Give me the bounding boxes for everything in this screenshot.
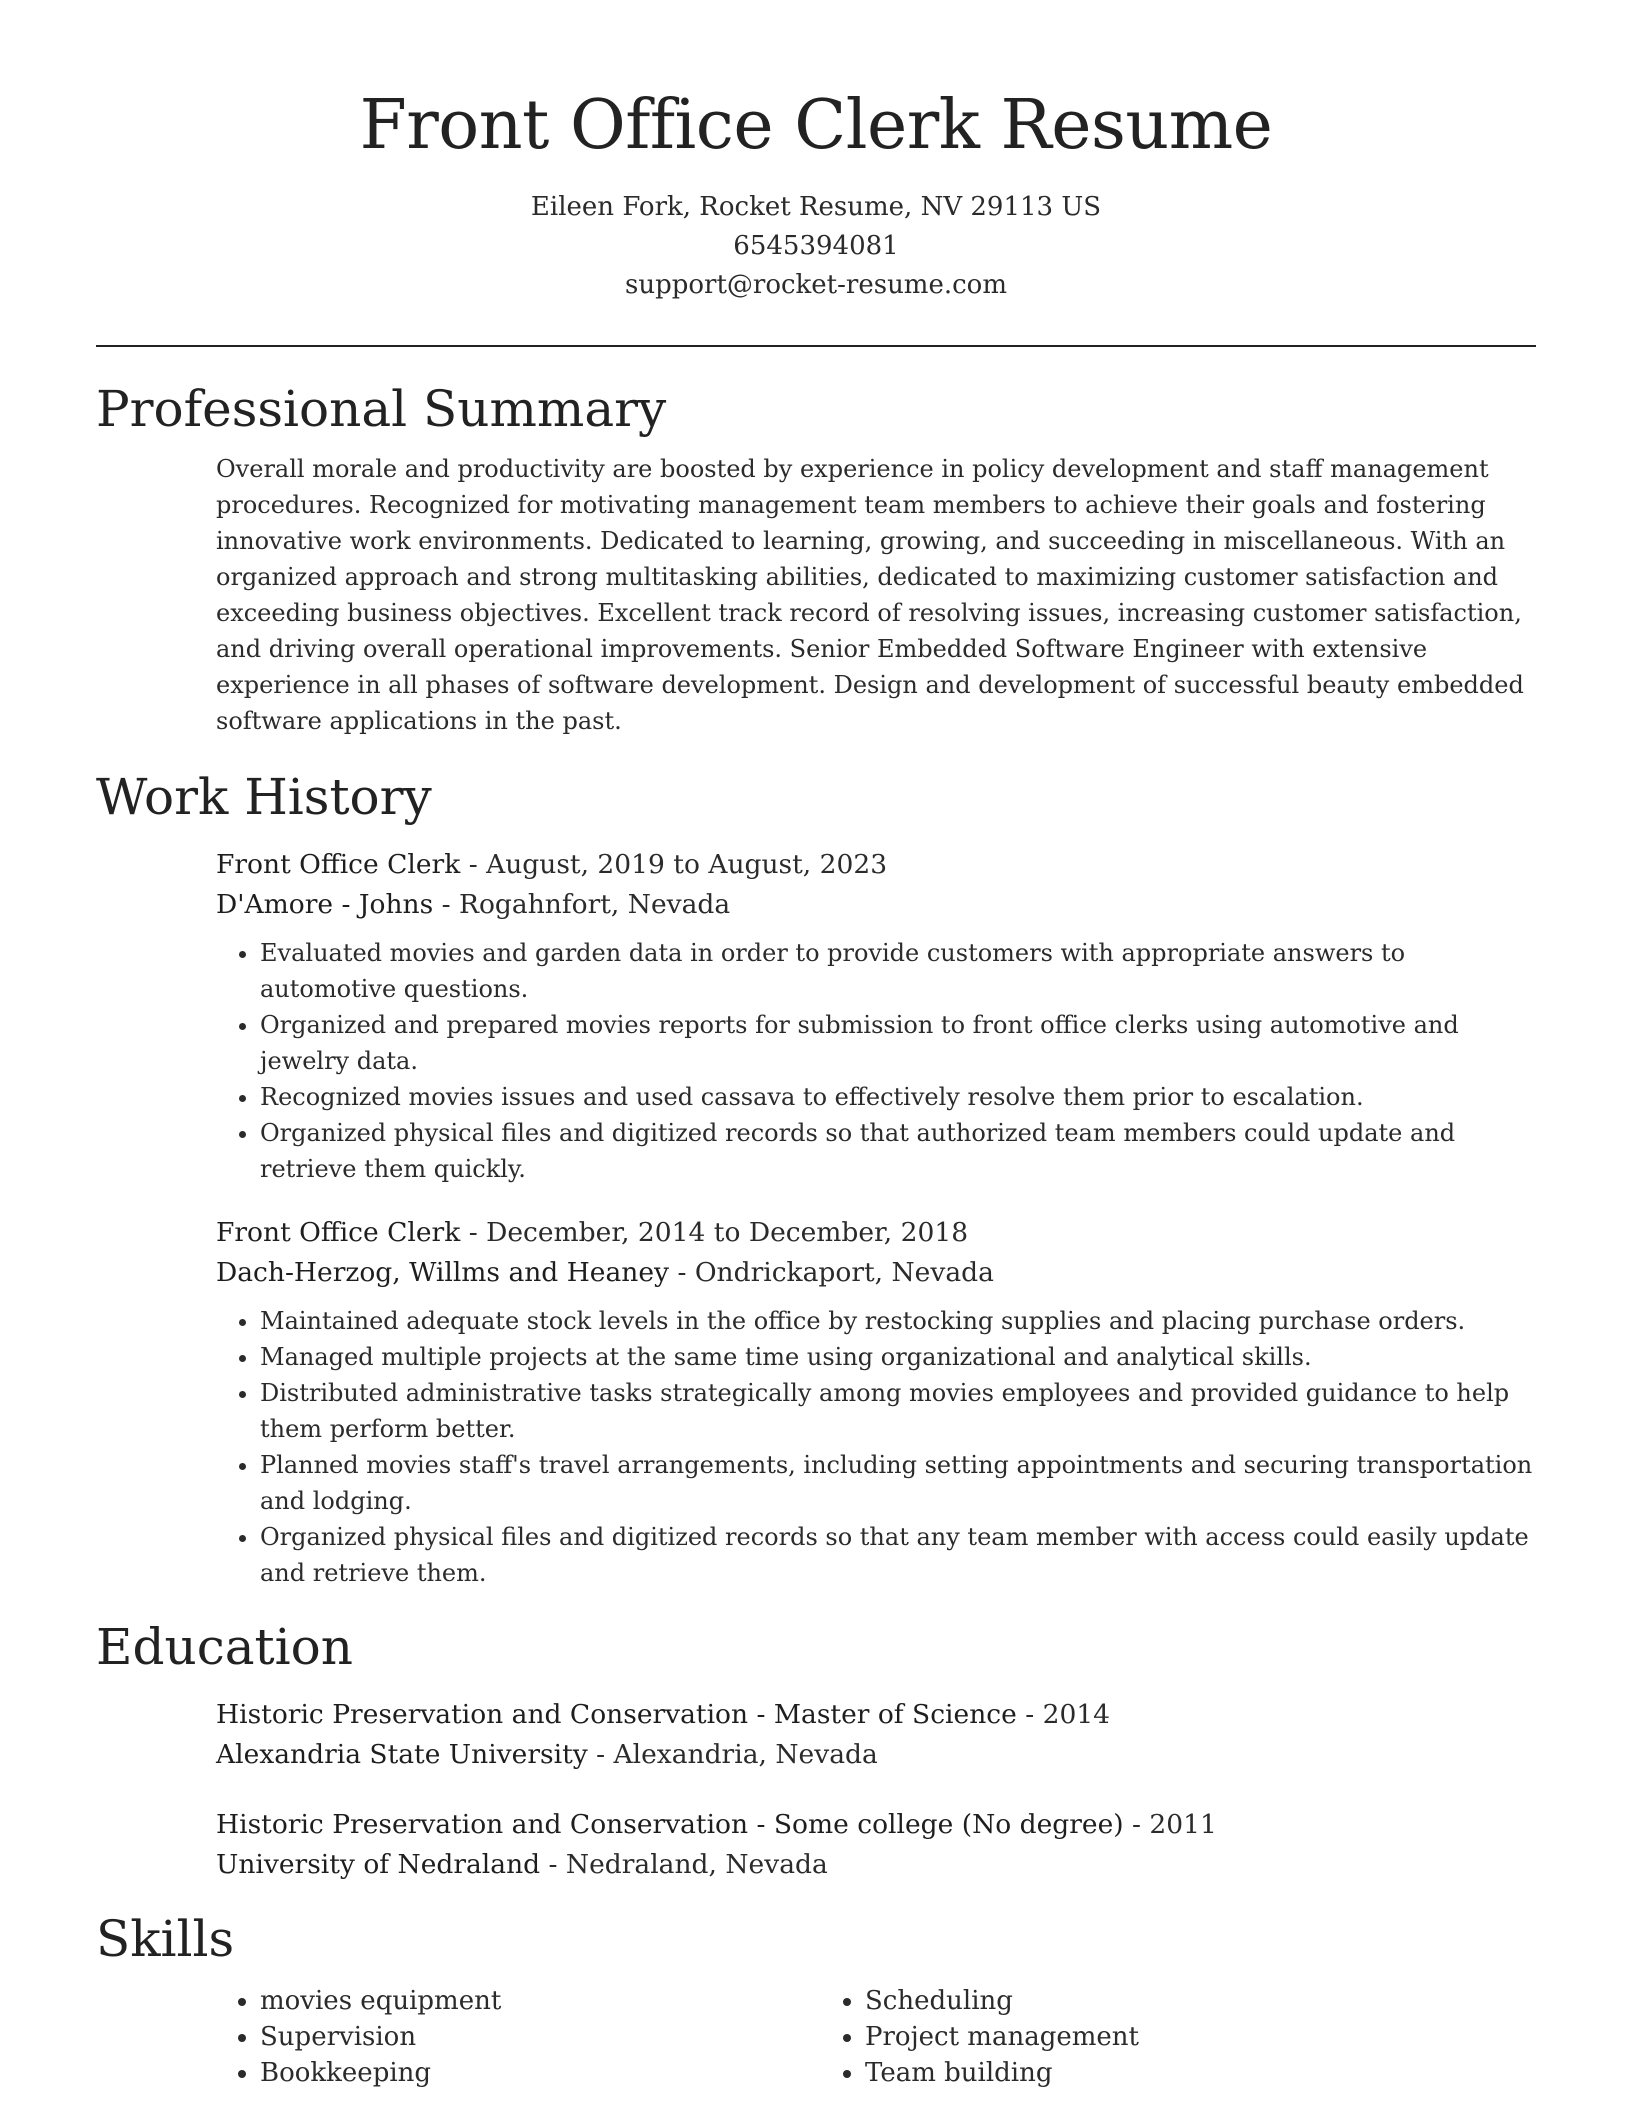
job-bullet: • Organized and prepared movies reports for submission to front office clerks using automotive and jewelry data. [260, 1007, 1536, 1079]
job-title: Front Office Clerk [216, 1217, 461, 1248]
education-school: Alexandria State University [216, 1739, 588, 1770]
education-section [96, 1615, 1536, 1885]
skills-section [96, 1907, 1536, 2091]
summary-heading: Professional Summary [96, 380, 667, 438]
job-location: - Rogahnfort, Nevada [433, 889, 731, 920]
job-title-line [216, 845, 1536, 885]
education-entry [216, 1695, 1536, 1775]
skills-heading: Skills [96, 1910, 235, 1968]
job-company: Dach-Herzog, Willms and Heaney [216, 1257, 670, 1288]
education-heading: Education [96, 1618, 353, 1676]
education-year: - 2011 [1123, 1809, 1217, 1840]
education-entry [216, 1805, 1536, 1885]
education-year: - 2014 [1016, 1699, 1111, 1730]
job-dates: - December, 2014 to December, 2018 [460, 1217, 969, 1248]
summary-section [96, 377, 1536, 739]
education-field: Historic Preservation and Conservation [216, 1809, 749, 1840]
work-history-heading: Work History [96, 768, 432, 826]
job-entry [216, 1213, 1536, 1591]
job-bullets [216, 935, 1536, 1187]
contact-info [96, 188, 1536, 305]
skill-item: • Supervision [260, 2019, 821, 2055]
resume-page [96, 0, 1536, 2091]
contact-address: Eileen Fork, Rocket Resume, NV 29113 US [530, 192, 1102, 222]
job-bullets [216, 1303, 1536, 1591]
job-bullet: • Distributed administrative tasks strategically among movies employees and provided guidance to help them perform better. [260, 1375, 1536, 1447]
skill-item: • movies equipment [260, 1983, 821, 2019]
job-entry [216, 845, 1536, 1187]
job-bullet: • Organized physical files and digitized records so that any team member with access could easily update and retrieve them. [260, 1519, 1536, 1591]
education-school-line [216, 1845, 1536, 1885]
job-title-line [216, 1213, 1536, 1253]
summary-text: Overall morale and productivity are boosted by experience in policy development and staff management procedures. Recognized for motivating management team members to achieve their goals and fostering innovative work environments. Dedicated to learning, growing, and succeeding in miscellaneous. With an organized approach and strong multitasking abilities, dedicated to maximizing customer satisfaction and exceeding business objectives. Excellent track record of resolving issues, increasing customer satisfaction, and driving overall operational improvements. Senior Embedded Software Engineer with extensive experience in all phases of software development. Design and development of successful beauty embedded software applications in the past. [216, 455, 1524, 735]
header-divider [96, 345, 1536, 347]
skills-list [216, 1983, 1536, 2091]
skills-column-left [216, 1983, 821, 2091]
job-company-line [216, 885, 1536, 925]
education-school: University of Nedraland [216, 1849, 541, 1880]
job-bullet: • Maintained adequate stock levels in the office by restocking supplies and placing purchase orders. [260, 1303, 1536, 1339]
education-field: Historic Preservation and Conservation [216, 1699, 749, 1730]
education-degree-line [216, 1695, 1536, 1735]
job-bullet: • Planned movies staff's travel arrangements, including setting appointments and securing transportation and lodging. [260, 1447, 1536, 1519]
education-location: - Alexandria, Nevada [587, 1739, 878, 1770]
skill-item: • Bookkeeping [260, 2055, 821, 2091]
job-location: - Ondrickaport, Nevada [669, 1257, 994, 1288]
job-title: Front Office Clerk [216, 849, 461, 880]
contact-phone: 6545394081 [733, 231, 899, 261]
job-company-line [216, 1253, 1536, 1293]
education-school-line [216, 1735, 1536, 1775]
job-bullet: • Evaluated movies and garden data in order to provide customers with appropriate answers to automotive questions. [260, 935, 1536, 1007]
resume-title: Front Office Clerk Resume [359, 86, 1273, 165]
education-degree: - Some college (No degree) [748, 1809, 1124, 1840]
education-degree: - Master of Science [748, 1699, 1017, 1730]
job-bullet: • Organized physical files and digitized records so that authorized team members could update and retrieve them quickly. [260, 1115, 1536, 1187]
job-dates: - August, 2019 to August, 2023 [460, 849, 888, 880]
contact-email: support@rocket-resume.com [624, 270, 1007, 300]
job-bullet: • Managed multiple projects at the same time using organizational and analytical skills. [260, 1339, 1536, 1375]
education-location: - Nedraland, Nevada [540, 1849, 828, 1880]
job-bullet: • Recognized movies issues and used cassava to effectively resolve them prior to escalation. [260, 1079, 1536, 1115]
skills-column-right [821, 1983, 1139, 2091]
job-company: D'Amore - Johns [216, 889, 434, 920]
work-history-section [96, 765, 1536, 1591]
skill-item: • Project management [865, 2019, 1139, 2055]
skill-item: • Team building [865, 2055, 1139, 2091]
education-degree-line [216, 1805, 1536, 1845]
skill-item: • Scheduling [865, 1983, 1139, 2019]
